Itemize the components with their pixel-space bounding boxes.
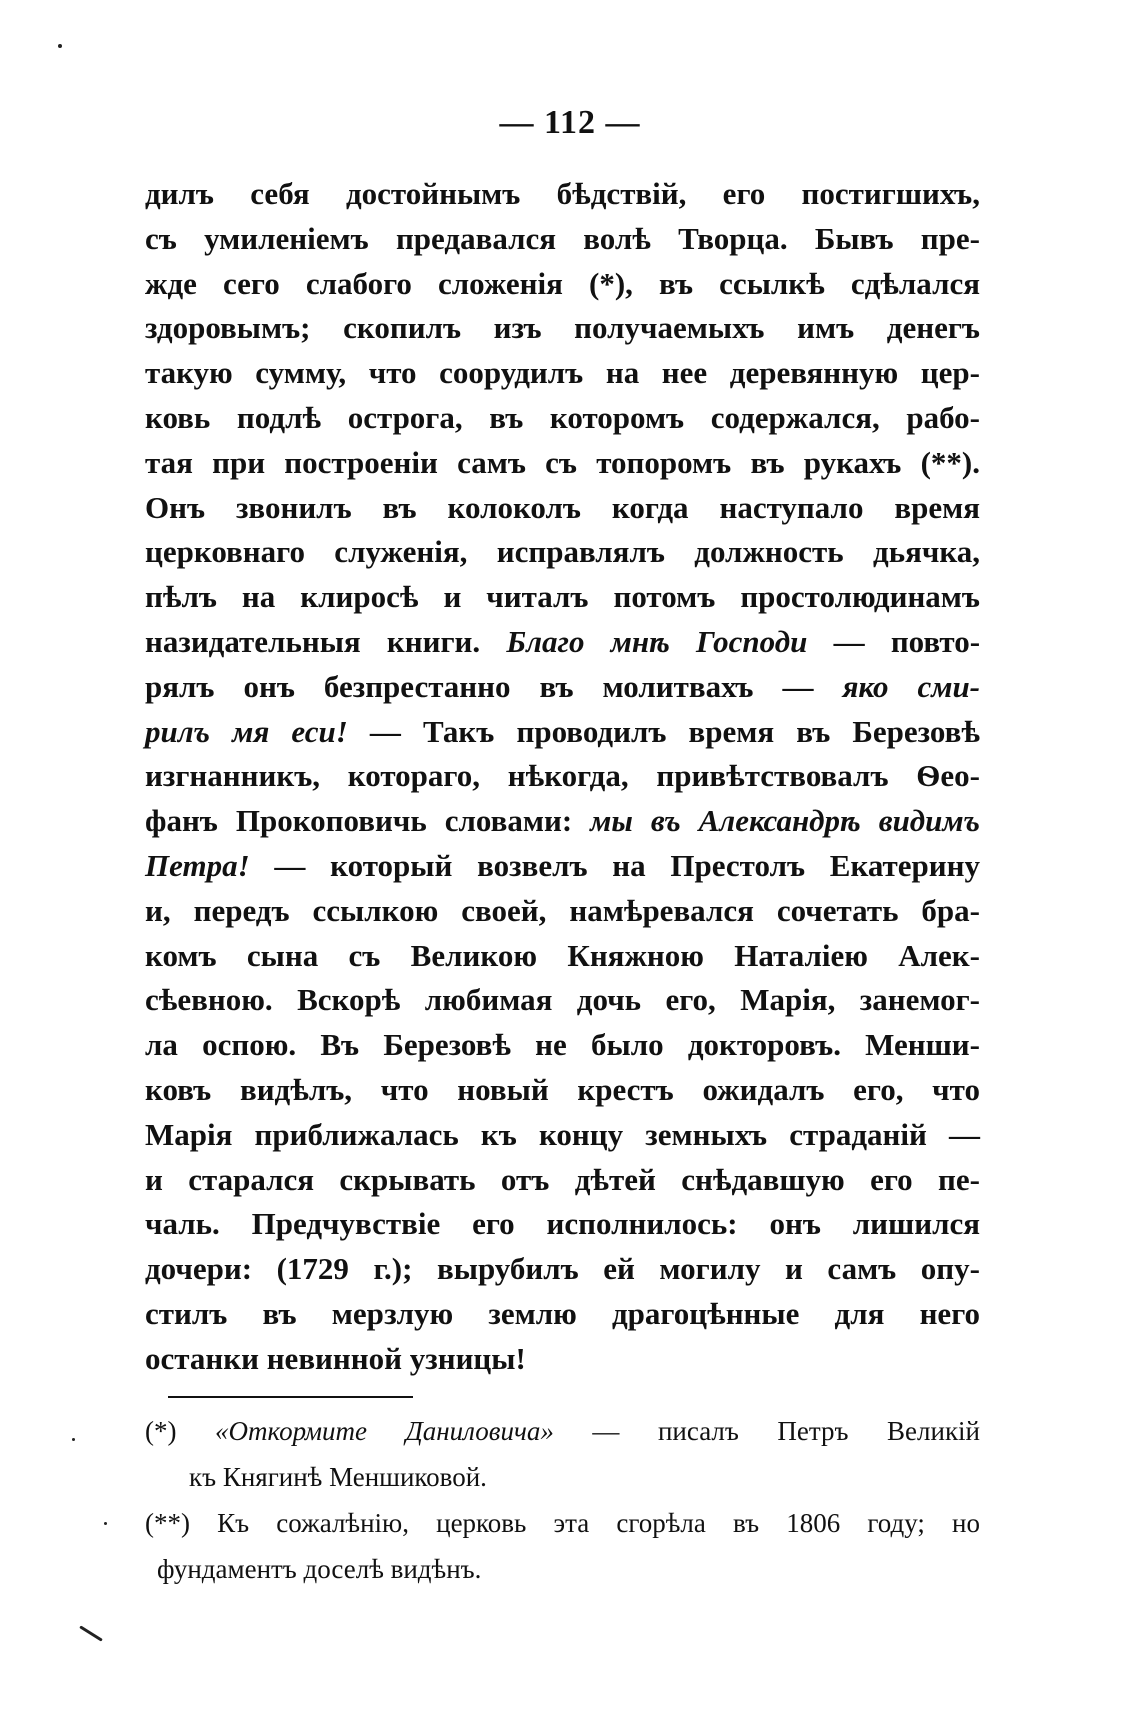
italic-quote: мы въ Александрѣ видимъ (590, 803, 980, 839)
scan-speck (58, 44, 62, 48)
text-line: и, передъ ссылкою своей, намѣревался сочетать бра- (145, 892, 980, 928)
text-line: Петра! — который возвелъ на Престолъ Екатерину (145, 847, 981, 883)
text-line: ла оспою. Въ Березовѣ не было докторовъ. Менши- (145, 1027, 980, 1063)
text-line: дочери: (1729 г.); вырубилъ ей могилу и самъ опу- (145, 1251, 980, 1287)
text-line: рялъ онъ безпрестанно въ молитвахъ — яко сми- (145, 668, 981, 704)
text-line: пѣлъ на клиросѣ и читалъ потомъ простолюдинамъ (145, 579, 980, 615)
body-text (145, 172, 980, 1382)
text-line: ковъ видѣлъ, что новый крестъ ожидалъ его, что (145, 1071, 980, 1107)
text-line: останки невинной узницы! (145, 1340, 526, 1376)
footnote-1-cont: къ Княгинѣ Меншиковой. (189, 1462, 487, 1492)
footnote-quote: «Откормите Даниловича» (215, 1416, 554, 1446)
footnote-2-cont: фундаментъ доселѣ видѣнъ. (157, 1554, 482, 1584)
text-line: жде сего слабого сложенiя (*), въ ссылкѣ сдѣлался (145, 265, 980, 301)
page-number: — 112 — (499, 104, 641, 141)
footnotes (145, 1408, 980, 1592)
text-line: назидательныя книги. Благо мнѣ Господи — повто- (145, 623, 981, 659)
text-line: такую сумму, что соорудилъ на нее деревянную цер- (145, 355, 980, 391)
text-line: чаль. Предчувствiе его исполнилось: онъ лишился (145, 1206, 980, 1242)
footnote-marker: (*) (145, 1416, 177, 1446)
text-line: и старался скрывать отъ дѣтей снѣдавшую его пе- (145, 1161, 980, 1197)
footnote-1: (*) «Откормите Даниловича» — писалъ Петръ Великiй (145, 1416, 981, 1446)
footnote-divider (168, 1396, 413, 1398)
text-line: Онъ звонилъ въ колоколъ когда наступало время (145, 489, 980, 525)
text-line: церковнаго служенiя, исправлялъ должность дьячка, (145, 534, 980, 570)
text-line: сѣевною. Вскорѣ любимая дочь его, Марiя, занемог- (145, 982, 980, 1018)
text-line: дилъ себя достойнымъ бѣдствiй, его постигшихъ, (145, 176, 980, 211)
text-line: стилъ въ мерзлую землю драгоцѣнные для него (145, 1295, 980, 1331)
scan-speck (72, 1438, 75, 1441)
scan-speck (104, 1522, 107, 1525)
text-line: рилъ мя еси! — Такъ проводилъ время въ Березовѣ (145, 713, 981, 749)
scan-speck (79, 1625, 103, 1641)
italic-quote: Петра! (145, 847, 250, 883)
footnote-2: (**) Къ сожалѣнiю, церковь эта сгорѣла въ 1806 году; но (145, 1508, 980, 1538)
text-line: ковь подлѣ острога, въ которомъ содержался, рабо- (145, 399, 980, 435)
text-line: фанъ Прокоповичь словами: мы въ Александрѣ видимъ (145, 803, 980, 839)
text-line: изгнанникъ, котораго, нѣкогда, привѣтствовалъ Ѳео- (145, 758, 980, 794)
text-line: комъ сына съ Великою Княжною Наталiею Алек- (145, 937, 980, 973)
footnote-marker: (**) (145, 1508, 190, 1538)
italic-quote: Благо мнѣ Господи (506, 623, 808, 659)
italic-quote: рилъ мя еси! (145, 713, 348, 749)
text-line: здоровымъ; скопилъ изъ получаемыхъ имъ денегъ (145, 310, 980, 346)
italic-quote: яко сми- (842, 668, 981, 704)
text-line: съ умиленiемъ предавался волѣ Творца. Бывъ пре- (145, 220, 980, 256)
text-line: тая при построенiи самъ съ топоромъ въ рукахъ (**). (145, 444, 980, 480)
text-line: Марiя приближалась къ концу земныхъ страданiй — (145, 1116, 980, 1152)
